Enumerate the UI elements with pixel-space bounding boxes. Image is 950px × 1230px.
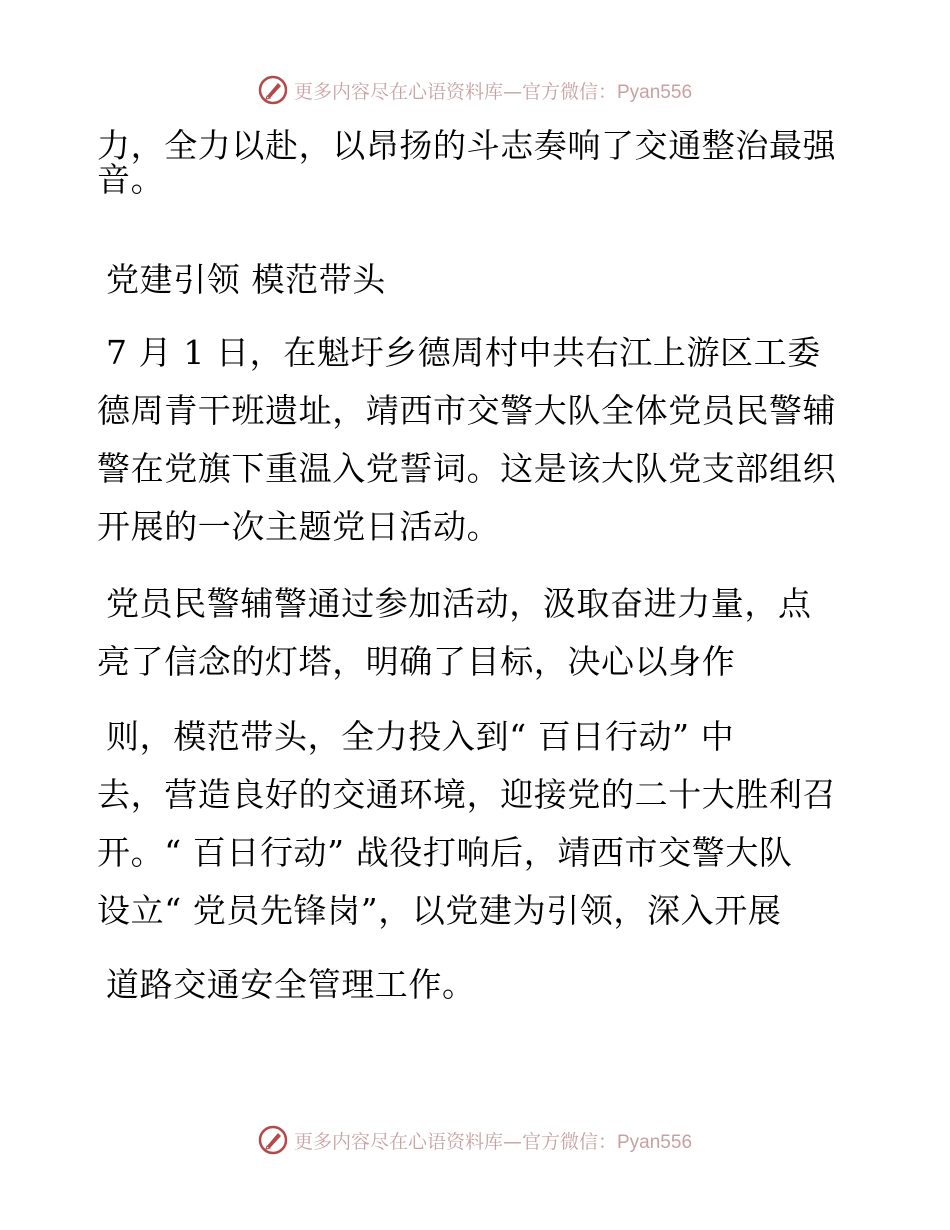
footer-watermark	[0, 1120, 950, 1160]
watermark-text	[294, 1127, 692, 1154]
watermark-dash: —	[502, 80, 522, 103]
body-line-1: 力，全力以赴，以昂扬的斗志奏响了交通整治最强	[97, 126, 837, 165]
body-line-8: 党员民警辅警通过参加活动，汲取奋进力量，点	[106, 584, 812, 623]
body-line-4: 7 月 1 日，在魁圩乡德周村中共右江上游区工委	[106, 333, 821, 372]
body-line-14: 道路交通安全管理工作。	[106, 965, 476, 1004]
watermark-dash: —	[502, 1130, 522, 1153]
body-line-7: 开展的一次主题党日活动。	[97, 507, 501, 546]
body-line-5: 德周青干班遗址，靖西市交警大队全体党员民警辅	[97, 391, 837, 430]
section-heading: 党建引领 模范带头	[106, 260, 386, 299]
watermark-wechat-id: Pyan556	[617, 81, 693, 103]
body-line-10: 则，模范带头，全力投入到“ 百日行动” 中	[106, 717, 735, 756]
body-line-9: 亮了信念的灯塔，明确了目标，决心以身作	[97, 642, 736, 681]
watermark-text	[294, 77, 692, 104]
watermark-wechat-label: 官方微信：	[521, 1130, 617, 1153]
header-watermark	[0, 70, 950, 110]
watermark-cn: 更多内容尽在心语资料库	[293, 80, 503, 103]
watermark-wechat-label: 官方微信：	[521, 80, 617, 103]
body-line-2: 音。	[97, 160, 165, 199]
body-line-11: 去，营造良好的交通环境，迎接党的二十大胜利召	[97, 775, 837, 814]
body-line-12: 开。“ 百日行动” 战役打响后，靖西市交警大队	[97, 833, 793, 872]
pen-logo-icon	[258, 75, 288, 105]
watermark-cn: 更多内容尽在心语资料库	[293, 1130, 503, 1153]
pen-logo-icon	[258, 1125, 288, 1155]
body-line-13: 设立“ 党员先锋岗”，以党建为引领，深入开展	[97, 891, 782, 930]
body-line-6: 警在党旗下重温入党誓词。这是该大队党支部组织	[97, 449, 837, 488]
watermark-wechat-id: Pyan556	[617, 1131, 693, 1153]
